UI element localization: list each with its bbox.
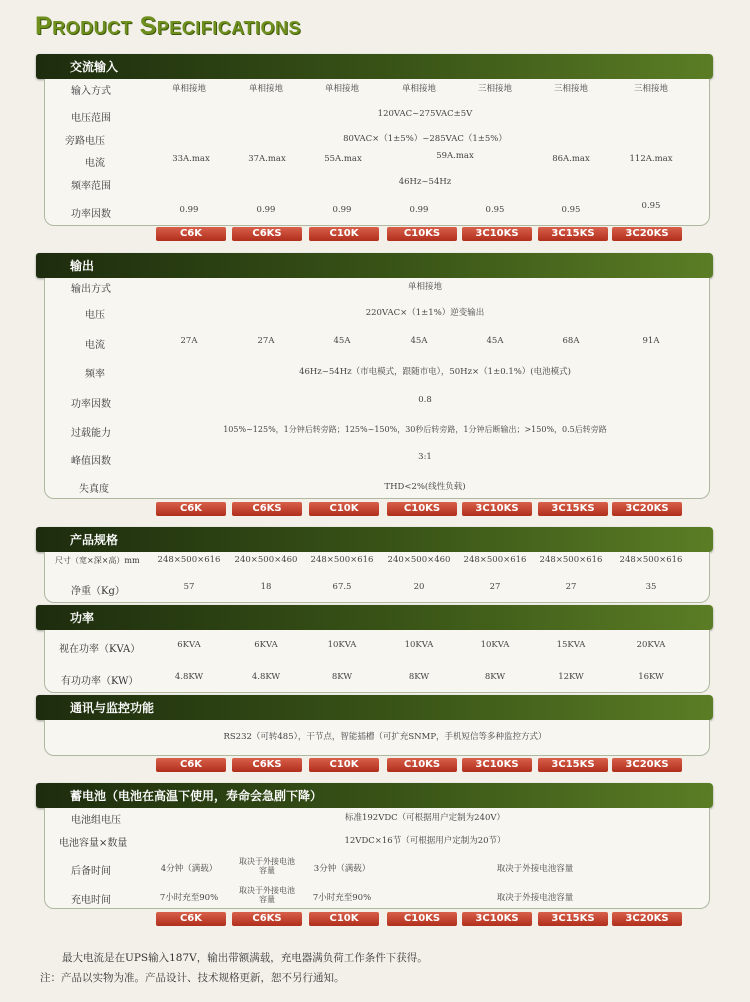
model-tags-row bbox=[0, 912, 750, 927]
cell: 240×500×460 bbox=[387, 555, 451, 565]
spec-row-overload bbox=[45, 424, 709, 444]
row-label: 电压范围 bbox=[71, 113, 111, 124]
row-label: 电流 bbox=[85, 340, 105, 351]
cell-span: 0.8 bbox=[418, 395, 432, 405]
comm-panel bbox=[44, 720, 710, 756]
spec-row-power-factor bbox=[45, 201, 709, 225]
section-title: 蓄电池（电池在高温下使用，寿命会急剧下降） bbox=[70, 789, 323, 803]
model-tag: 3C20KS bbox=[612, 227, 682, 241]
spec-row-output-voltage bbox=[45, 306, 709, 326]
model-tag: C10K bbox=[309, 227, 379, 241]
cell: 取决于外接电池容量 bbox=[239, 857, 295, 875]
cell: 12KW bbox=[558, 672, 584, 682]
model-tag: 3C15KS bbox=[538, 758, 608, 772]
cell: 取决于外接电池容量 bbox=[239, 886, 295, 904]
model-tag: 3C15KS bbox=[538, 502, 608, 516]
spec-row-input-mode bbox=[45, 82, 709, 102]
cell: 单相接地 bbox=[401, 84, 436, 94]
spec-panel bbox=[44, 552, 710, 603]
cell: 6KVA bbox=[254, 640, 278, 650]
cell: 45A bbox=[333, 336, 351, 346]
row-label: 频率 bbox=[85, 369, 105, 380]
cell: 59A.max bbox=[436, 151, 474, 161]
spec-row-output-pf bbox=[45, 395, 709, 415]
model-tags-row bbox=[0, 227, 750, 242]
model-tag: C10K bbox=[309, 502, 379, 516]
section-header-battery bbox=[36, 783, 713, 808]
cell: 67.5 bbox=[332, 582, 352, 592]
section-title: 功率 bbox=[70, 611, 95, 625]
spec-row-charge-time bbox=[45, 886, 709, 911]
cell: 单相接地 bbox=[324, 84, 359, 94]
row-label: 视在功率（KVA） bbox=[59, 644, 141, 655]
cell: 68A bbox=[562, 336, 580, 346]
battery-panel bbox=[44, 808, 710, 909]
section-title: 输出 bbox=[70, 259, 95, 273]
cell: 0.99 bbox=[256, 205, 276, 215]
cell-span: RS232（可转485），干节点，智能插槽（可扩充SNMP，手机短信等多种监控方式） bbox=[223, 732, 547, 742]
spec-row-battery-voltage bbox=[45, 811, 709, 831]
cell: 15KVA bbox=[556, 640, 586, 650]
spec-row-comm bbox=[45, 730, 709, 750]
section-title: 产品规格 bbox=[70, 533, 119, 547]
section-header-output bbox=[36, 253, 713, 278]
cell: 7小时充至90% bbox=[312, 893, 372, 903]
cell: 0.95 bbox=[485, 205, 505, 215]
cell-span: THD<2%(线性负载) bbox=[384, 482, 466, 492]
row-label: 输入方式 bbox=[71, 86, 111, 97]
spec-row-current bbox=[45, 151, 709, 174]
cell: 27 bbox=[565, 582, 577, 592]
row-label: 旁路电压 bbox=[65, 136, 105, 147]
cell: 单相接地 bbox=[248, 84, 283, 94]
cell: 三相接地 bbox=[477, 84, 512, 94]
spec-row-backup-time bbox=[45, 857, 709, 882]
cell: 10KVA bbox=[404, 640, 434, 650]
cell-span: 220VAC×（1±1%）逆变输出 bbox=[365, 308, 485, 318]
cell: 6KVA bbox=[177, 640, 201, 650]
section-header-ac-input bbox=[36, 54, 713, 79]
cell: 37A.max bbox=[248, 154, 286, 164]
cell: 0.95 bbox=[641, 201, 661, 211]
spec-row-apparent-power bbox=[45, 640, 709, 660]
spec-row-crest-factor bbox=[45, 452, 709, 472]
row-label: 尺寸（宽×深×高）mm bbox=[55, 556, 140, 565]
output-panel bbox=[44, 278, 710, 499]
cell-span: 标准192VDC（可根据用户定制为240V） bbox=[344, 813, 506, 823]
spec-row-thd bbox=[45, 480, 709, 500]
model-tag: 3C20KS bbox=[612, 758, 682, 772]
cell: 248×500×616 bbox=[539, 555, 603, 565]
cell: 20 bbox=[413, 582, 425, 592]
section-header-spec bbox=[36, 527, 713, 552]
cell: 27A bbox=[180, 336, 198, 346]
model-tag: 3C15KS bbox=[538, 912, 608, 926]
model-tag: C10KS bbox=[387, 502, 457, 516]
footnote-disclaimer: 注：产品以实物为准。产品设计、技术规格更新，恕不另行通知。 bbox=[40, 972, 345, 984]
spec-row-bypass bbox=[45, 132, 709, 152]
cell: 86A.max bbox=[552, 154, 590, 164]
model-tag: C10K bbox=[309, 758, 379, 772]
section-title: 通讯与监控功能 bbox=[70, 701, 155, 715]
model-tag: 3C10KS bbox=[462, 227, 532, 241]
cell: 0.99 bbox=[179, 205, 199, 215]
cell: 单相接地 bbox=[171, 84, 206, 94]
page-title: Product Specifications bbox=[35, 12, 301, 40]
model-tag: 3C10KS bbox=[462, 912, 532, 926]
cell: 248×500×616 bbox=[619, 555, 683, 565]
model-tag: C6KS bbox=[232, 502, 302, 516]
cell: 20KVA bbox=[636, 640, 666, 650]
cell: 18 bbox=[260, 582, 272, 592]
cell: 112A.max bbox=[629, 154, 673, 164]
cell: 248×500×616 bbox=[310, 555, 374, 565]
cell: 4分钟（满载） bbox=[160, 864, 218, 874]
row-label: 失真度 bbox=[79, 484, 109, 495]
cell: 91A bbox=[642, 336, 660, 346]
model-tags-row bbox=[0, 502, 750, 517]
model-tag: 3C15KS bbox=[538, 227, 608, 241]
model-tag: C10KS bbox=[387, 227, 457, 241]
model-tag: 3C20KS bbox=[612, 502, 682, 516]
model-tag: C6KS bbox=[232, 227, 302, 241]
cell: 33A.max bbox=[172, 154, 210, 164]
model-tag: C10KS bbox=[387, 912, 457, 926]
cell: 35 bbox=[645, 582, 657, 592]
row-label: 电压 bbox=[85, 310, 105, 321]
model-tag: C10K bbox=[309, 912, 379, 926]
row-label: 电池容量×数量 bbox=[59, 838, 128, 849]
model-tag: C6KS bbox=[232, 912, 302, 926]
model-tag: 3C20KS bbox=[612, 912, 682, 926]
cell: 三相接地 bbox=[553, 84, 588, 94]
model-tag: C6K bbox=[156, 227, 226, 241]
cell: 三相接地 bbox=[633, 84, 668, 94]
row-label: 净重（Kg） bbox=[71, 586, 125, 597]
footnote-current: 最大电流是在UPS输入187V，输出带额满载，充电器满负荷工作条件下获得。 bbox=[62, 952, 428, 964]
section-header-power bbox=[36, 605, 713, 630]
spec-row-active-power bbox=[45, 672, 709, 692]
cell: 7小时充至90% bbox=[159, 893, 219, 903]
row-label: 功率因数 bbox=[71, 209, 111, 220]
power-panel bbox=[44, 630, 710, 693]
cell-span: 105%~125%，1分钟后转旁路；125%~150%，30秒后转旁路，1分钟后断输出；>150%，0.5后转旁路 bbox=[223, 425, 607, 434]
cell: 45A bbox=[410, 336, 428, 346]
spec-row-output-frequency bbox=[45, 365, 709, 385]
cell: 8KW bbox=[484, 672, 506, 682]
model-tag: C6K bbox=[156, 502, 226, 516]
cell: 27A bbox=[257, 336, 275, 346]
model-tag: C6KS bbox=[232, 758, 302, 772]
model-tags-row bbox=[0, 758, 750, 773]
cell-span: 46Hz~54Hz（市电模式，跟随市电），50Hz×（1±0.1%）(电池模式) bbox=[299, 367, 571, 377]
model-tag: C10KS bbox=[387, 758, 457, 772]
cell: 0.99 bbox=[409, 205, 429, 215]
row-label: 充电时间 bbox=[71, 895, 111, 906]
cell: 10KVA bbox=[327, 640, 357, 650]
model-tag: C6K bbox=[156, 912, 226, 926]
cell-span: 12VDC×16节（可根据用户定制为20节） bbox=[344, 836, 506, 846]
cell-span: 80VAC×（1±5%）~285VAC（1±5%） bbox=[343, 134, 507, 144]
cell-span: 取决于外接电池容量 bbox=[496, 893, 574, 903]
spec-row-frequency bbox=[45, 177, 709, 197]
cell-span: 单相接地 bbox=[407, 282, 442, 292]
cell: 45A bbox=[486, 336, 504, 346]
cell: 3分钟（满载） bbox=[313, 864, 371, 874]
row-label: 峰值因数 bbox=[71, 456, 111, 467]
cell-span: 120VAC~275VAC±5V bbox=[377, 109, 473, 119]
cell: 57 bbox=[183, 582, 195, 592]
model-tag: 3C10KS bbox=[462, 502, 532, 516]
cell: 8KW bbox=[408, 672, 430, 682]
row-label: 功率因数 bbox=[71, 399, 111, 410]
cell: 0.99 bbox=[332, 205, 352, 215]
cell: 8KW bbox=[331, 672, 353, 682]
cell: 0.95 bbox=[561, 205, 581, 215]
cell: 55A.max bbox=[324, 154, 362, 164]
cell-span: 取决于外接电池容量 bbox=[496, 864, 574, 874]
cell-span: 3:1 bbox=[418, 452, 432, 462]
cell: 27 bbox=[489, 582, 501, 592]
row-label: 电池组电压 bbox=[71, 815, 121, 826]
spec-row-weight bbox=[45, 582, 709, 602]
row-label: 过载能力 bbox=[71, 428, 111, 439]
section-title: 交流输入 bbox=[70, 60, 119, 74]
spec-row-output-current bbox=[45, 336, 709, 356]
cell-span: 46Hz~54Hz bbox=[398, 177, 452, 187]
cell: 4.8KW bbox=[251, 672, 281, 682]
row-label: 电流 bbox=[85, 158, 105, 169]
row-label: 后备时间 bbox=[71, 866, 111, 877]
spec-row-size bbox=[45, 555, 709, 575]
row-label: 频率范围 bbox=[71, 181, 111, 192]
spec-row-battery-capacity bbox=[45, 834, 709, 854]
ac-input-panel bbox=[44, 79, 710, 226]
cell: 248×500×616 bbox=[157, 555, 221, 565]
cell: 248×500×616 bbox=[463, 555, 527, 565]
cell: 240×500×460 bbox=[234, 555, 298, 565]
row-label: 输出方式 bbox=[71, 284, 111, 295]
model-tag: C6K bbox=[156, 758, 226, 772]
row-label: 有功功率（KW） bbox=[61, 676, 139, 687]
model-tag: 3C10KS bbox=[462, 758, 532, 772]
cell: 10KVA bbox=[480, 640, 510, 650]
section-header-comm bbox=[36, 695, 713, 720]
spec-row-output-mode bbox=[45, 280, 709, 300]
cell: 16KW bbox=[638, 672, 664, 682]
spec-row-voltage-range bbox=[45, 109, 709, 129]
cell: 4.8KW bbox=[174, 672, 204, 682]
